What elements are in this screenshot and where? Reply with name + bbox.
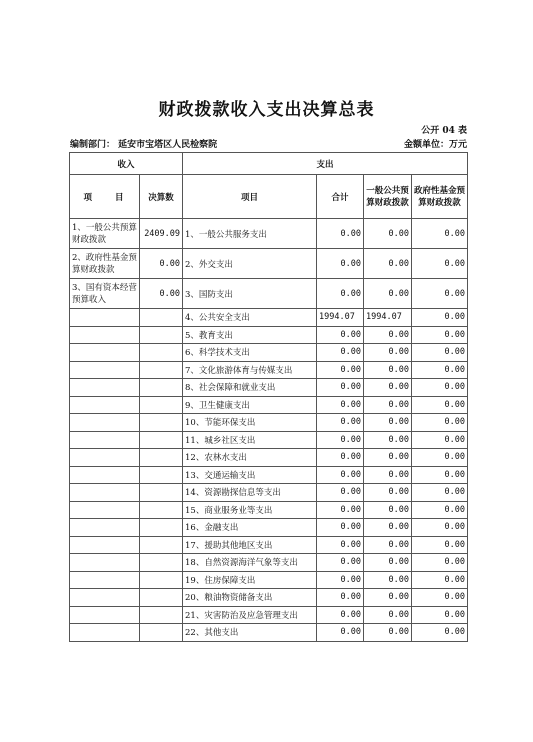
income-item <box>70 536 140 554</box>
expense-item: 2、外交支出 <box>183 249 317 279</box>
income-item <box>70 484 140 502</box>
expense-gov-fund: 0.00 <box>412 279 468 309</box>
expense-item: 15、商业服务业等支出 <box>183 501 317 519</box>
expense-item: 21、灾害防治及应急管理支出 <box>183 606 317 624</box>
expense-general-budget: 0.00 <box>364 431 412 449</box>
expense-gov-fund: 0.00 <box>412 414 468 432</box>
expense-gov-fund: 0.00 <box>412 519 468 537</box>
income-value <box>140 326 183 344</box>
income-header: 收入 <box>70 153 183 175</box>
table-row <box>70 606 468 624</box>
expense-general-budget: 0.00 <box>364 624 412 642</box>
expense-general-budget: 0.00 <box>364 501 412 519</box>
expense-gov-fund: 0.00 <box>412 589 468 607</box>
income-item: 1、一般公共预算财政拨款 <box>70 219 140 249</box>
expense-total: 0.00 <box>317 606 364 624</box>
table-row <box>70 431 468 449</box>
expense-gov-fund: 0.00 <box>412 219 468 249</box>
expense-general-budget: 0.00 <box>364 249 412 279</box>
expense-item: 18、自然资源海洋气象等支出 <box>183 554 317 572</box>
table-row <box>70 466 468 484</box>
expense-general-budget: 1994.07 <box>364 309 412 327</box>
item-header: 项 目 <box>70 175 140 219</box>
table-row <box>70 361 468 379</box>
expense-gov-fund: 0.00 <box>412 624 468 642</box>
income-value: 0.00 <box>140 279 183 309</box>
expense-gov-fund: 0.00 <box>412 606 468 624</box>
income-value <box>140 519 183 537</box>
income-item <box>70 606 140 624</box>
income-item: 2、政府性基金预算财政拨款 <box>70 249 140 279</box>
expense-total: 0.00 <box>317 414 364 432</box>
table-row <box>70 571 468 589</box>
expense-gov-fund: 0.00 <box>412 466 468 484</box>
expense-general-budget: 0.00 <box>364 414 412 432</box>
income-value <box>140 466 183 484</box>
table-row <box>70 344 468 362</box>
income-value: 2409.09 <box>140 219 183 249</box>
expense-general-budget: 0.00 <box>364 449 412 467</box>
income-item <box>70 624 140 642</box>
expense-item: 16、金融支出 <box>183 519 317 537</box>
income-item <box>70 589 140 607</box>
expense-total: 0.00 <box>317 589 364 607</box>
final-amount-header: 决算数 <box>140 175 183 219</box>
expense-gov-fund: 0.00 <box>412 309 468 327</box>
expense-total: 0.00 <box>317 379 364 397</box>
income-item <box>70 519 140 537</box>
income-value <box>140 624 183 642</box>
income-item <box>70 309 140 327</box>
table-row <box>70 279 468 309</box>
expense-gov-fund: 0.00 <box>412 571 468 589</box>
expense-general-budget: 0.00 <box>364 279 412 309</box>
income-value <box>140 589 183 607</box>
expense-total: 0.00 <box>317 536 364 554</box>
expense-item: 3、国防支出 <box>183 279 317 309</box>
expense-item: 12、农林水支出 <box>183 449 317 467</box>
expense-gov-fund: 0.00 <box>412 554 468 572</box>
income-value <box>140 484 183 502</box>
expense-item: 17、援助其他地区支出 <box>183 536 317 554</box>
table-row <box>70 449 468 467</box>
expense-gov-fund: 0.00 <box>412 326 468 344</box>
income-item <box>70 501 140 519</box>
income-item <box>70 396 140 414</box>
expense-gov-fund: 0.00 <box>412 361 468 379</box>
expense-total: 0.00 <box>317 449 364 467</box>
expense-total: 0.00 <box>317 519 364 537</box>
expense-item: 10、节能环保支出 <box>183 414 317 432</box>
expense-item: 22、其他支出 <box>183 624 317 642</box>
expense-header: 支出 <box>183 153 468 175</box>
expense-total: 0.00 <box>317 624 364 642</box>
page-title: 财政拨款收入支出决算总表 <box>158 100 375 120</box>
table-row <box>70 554 468 572</box>
table-row <box>70 414 468 432</box>
expense-general-budget: 0.00 <box>364 484 412 502</box>
expense-total: 0.00 <box>317 361 364 379</box>
total-header: 合计 <box>317 175 364 219</box>
table-row <box>70 536 468 554</box>
expense-total: 0.00 <box>317 249 364 279</box>
income-item <box>70 449 140 467</box>
table-row <box>70 519 468 537</box>
expense-total: 0.00 <box>317 571 364 589</box>
expense-gov-fund: 0.00 <box>412 396 468 414</box>
expense-general-budget: 0.00 <box>364 571 412 589</box>
expense-item: 8、社会保障和就业支出 <box>183 379 317 397</box>
table-row <box>70 589 468 607</box>
expense-general-budget: 0.00 <box>364 606 412 624</box>
income-value <box>140 449 183 467</box>
table-row <box>70 484 468 502</box>
expense-gov-fund: 0.00 <box>412 536 468 554</box>
general-budget-header: 一般公共预算财政拨款 <box>364 175 412 219</box>
income-value <box>140 379 183 397</box>
expense-general-budget: 0.00 <box>364 536 412 554</box>
expense-general-budget: 0.00 <box>364 466 412 484</box>
expense-item: 7、文化旅游体育与传媒支出 <box>183 361 317 379</box>
income-item <box>70 326 140 344</box>
income-item <box>70 554 140 572</box>
expense-general-budget: 0.00 <box>364 396 412 414</box>
income-value <box>140 344 183 362</box>
gov-fund-header: 政府性基金预算财政拨款 <box>412 175 468 219</box>
table-row <box>70 326 468 344</box>
income-value <box>140 414 183 432</box>
income-item: 3、国有资本经营预算收入 <box>70 279 140 309</box>
expense-total: 0.00 <box>317 466 364 484</box>
form-code: 公开 04 表 <box>421 126 467 136</box>
expense-item: 11、城乡社区支出 <box>183 431 317 449</box>
expense-general-budget: 0.00 <box>364 589 412 607</box>
expense-general-budget: 0.00 <box>364 326 412 344</box>
expense-item: 13、交通运输支出 <box>183 466 317 484</box>
income-item <box>70 344 140 362</box>
income-value: 0.00 <box>140 249 183 279</box>
expense-general-budget: 0.00 <box>364 219 412 249</box>
income-value <box>140 606 183 624</box>
expense-gov-fund: 0.00 <box>412 249 468 279</box>
expense-gov-fund: 0.00 <box>412 431 468 449</box>
expense-general-budget: 0.00 <box>364 519 412 537</box>
expense-item: 4、公共安全支出 <box>183 309 317 327</box>
expense-total: 0.00 <box>317 501 364 519</box>
department-label: 编制部门： 延安市宝塔区人民检察院 <box>70 140 218 150</box>
expense-general-budget: 0.00 <box>364 344 412 362</box>
expense-general-budget: 0.00 <box>364 379 412 397</box>
income-value <box>140 361 183 379</box>
expense-total: 0.00 <box>317 484 364 502</box>
expense-item: 20、粮油物资储备支出 <box>183 589 317 607</box>
expense-total: 0.00 <box>317 326 364 344</box>
expense-item: 14、资源勘探信息等支出 <box>183 484 317 502</box>
income-value <box>140 571 183 589</box>
table-row <box>70 624 468 642</box>
income-item <box>70 571 140 589</box>
income-value <box>140 536 183 554</box>
report-table <box>69 152 468 642</box>
income-value <box>140 431 183 449</box>
expense-gov-fund: 0.00 <box>412 379 468 397</box>
expense-general-budget: 0.00 <box>364 361 412 379</box>
income-item <box>70 361 140 379</box>
expense-item: 6、科学技术支出 <box>183 344 317 362</box>
table-row <box>70 396 468 414</box>
expense-item-header: 项目 <box>183 175 317 219</box>
income-value <box>140 309 183 327</box>
table-row <box>70 249 468 279</box>
expense-item: 19、住房保障支出 <box>183 571 317 589</box>
table-row <box>70 501 468 519</box>
income-item <box>70 379 140 397</box>
income-item <box>70 414 140 432</box>
expense-general-budget: 0.00 <box>364 554 412 572</box>
income-item <box>70 431 140 449</box>
income-item <box>70 466 140 484</box>
expense-total: 0.00 <box>317 279 364 309</box>
expense-total: 0.00 <box>317 219 364 249</box>
table-row <box>70 379 468 397</box>
expense-item: 5、教育支出 <box>183 326 317 344</box>
expense-item: 9、卫生健康支出 <box>183 396 317 414</box>
expense-gov-fund: 0.00 <box>412 484 468 502</box>
table-row <box>70 219 468 249</box>
unit-label: 金额单位：万元 <box>403 140 467 150</box>
expense-total: 0.00 <box>317 431 364 449</box>
expense-total: 0.00 <box>317 554 364 572</box>
expense-total: 0.00 <box>317 396 364 414</box>
table-row <box>70 309 468 327</box>
income-value <box>140 554 183 572</box>
expense-gov-fund: 0.00 <box>412 449 468 467</box>
expense-gov-fund: 0.00 <box>412 344 468 362</box>
expense-gov-fund: 0.00 <box>412 501 468 519</box>
income-value <box>140 501 183 519</box>
expense-total: 1994.07 <box>317 309 364 327</box>
expense-item: 1、一般公共服务支出 <box>183 219 317 249</box>
expense-total: 0.00 <box>317 344 364 362</box>
income-value <box>140 396 183 414</box>
